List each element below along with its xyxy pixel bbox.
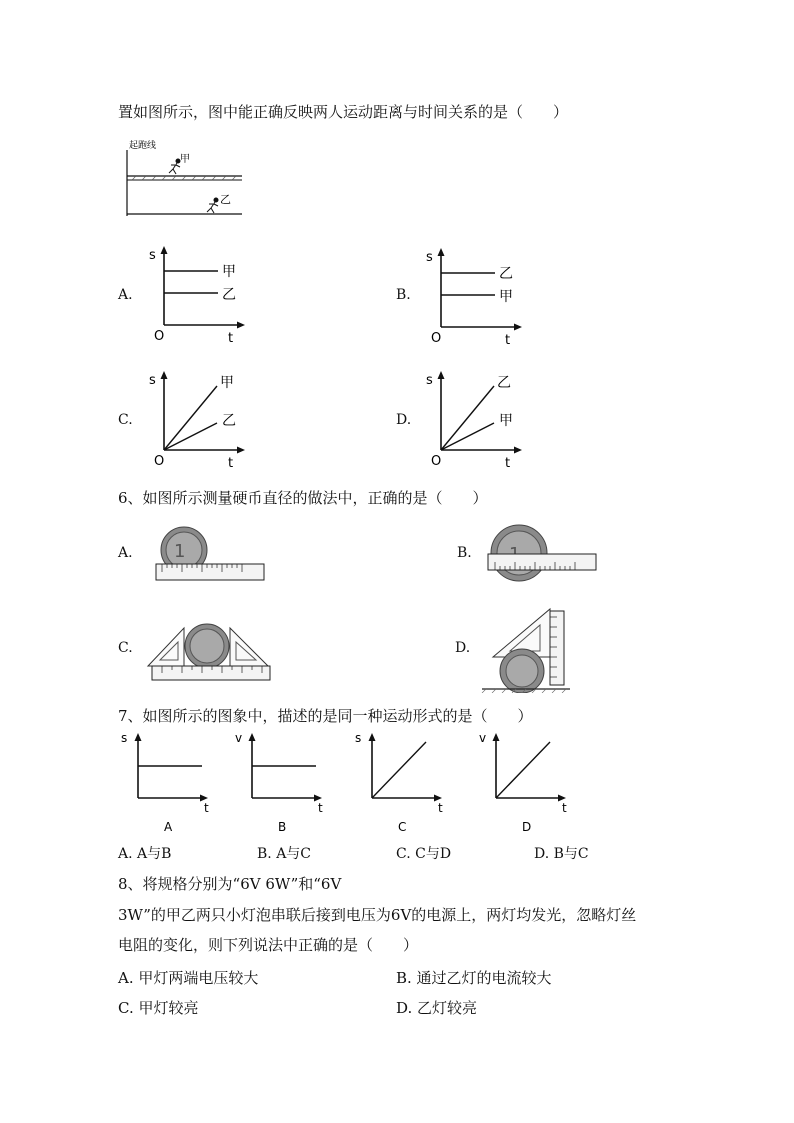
q5-track-diagram	[122, 136, 242, 218]
q6-option-d-label[interactable]: D.	[455, 640, 471, 656]
runner-a-icon	[169, 159, 180, 174]
x-axis-label: t	[438, 801, 443, 815]
series-line-top	[164, 386, 217, 450]
start-line-label: 起跑线	[129, 141, 157, 151]
y-axis-label: s	[149, 373, 156, 388]
q5-option-b-graph	[422, 245, 532, 350]
y-axis-label: s	[426, 250, 433, 265]
y-axis-label: s	[426, 373, 433, 388]
x-axis-arrow	[237, 447, 245, 454]
q8-option-a[interactable]: A. 甲灯两端电压较大	[118, 969, 259, 987]
q6-option-b-figure	[483, 524, 598, 586]
q5-option-c-graph	[145, 368, 255, 473]
y-axis-arrow	[493, 733, 500, 741]
series-label-bottom: 甲	[499, 413, 513, 429]
x-axis-label: t	[505, 333, 511, 348]
q8-option-c[interactable]: C. 甲灯较亮	[118, 999, 199, 1017]
y-axis-label: v	[235, 731, 243, 745]
series-label-top: 乙	[499, 266, 513, 282]
graph-caption: C	[398, 820, 407, 834]
svg-text:1: 1	[174, 541, 186, 562]
q7-stem: 7、如图所示的图象中，描述的是同一种运动形式的是（ ）	[118, 707, 533, 725]
x-axis-label: t	[318, 801, 323, 815]
y-axis-arrow	[369, 733, 376, 741]
q5-option-c-label[interactable]: C.	[118, 412, 133, 428]
q7-answer-a[interactable]: A. A与B	[118, 846, 172, 862]
x-axis-label: t	[228, 331, 234, 346]
x-axis-arrow	[514, 324, 522, 331]
q8-line-1: 8、将规格分别为“6V 6W”和“6V	[118, 875, 342, 893]
y-axis-arrow	[438, 371, 445, 379]
q7-answer-d[interactable]: D. B与C	[534, 846, 589, 862]
q5-option-a-graph	[145, 243, 255, 348]
y-axis-arrow	[438, 248, 445, 256]
runner-b-icon	[207, 198, 218, 213]
q5-option-a-label[interactable]: A.	[118, 287, 133, 303]
series-line-top	[441, 386, 494, 450]
x-axis-arrow	[237, 322, 245, 329]
origin-label: O	[154, 329, 165, 344]
graph-caption: A	[164, 820, 173, 834]
y-axis-label: s	[149, 248, 156, 263]
series-label-bottom: 甲	[499, 289, 513, 305]
y-axis-label: s	[121, 731, 128, 745]
q6-option-b-label[interactable]: B.	[457, 545, 472, 561]
q7-answer-c[interactable]: C. C与D	[396, 846, 452, 862]
y-axis-arrow	[161, 246, 168, 254]
x-axis-label: t	[228, 456, 234, 471]
series-label-top: 甲	[220, 375, 234, 391]
series-line-bottom	[164, 423, 217, 450]
graph-line	[372, 742, 426, 798]
q6-option-d-figure	[478, 605, 573, 693]
runner-b-label: 乙	[220, 193, 231, 206]
runner-a-label: 甲	[180, 154, 190, 165]
x-axis-label: t	[505, 456, 511, 471]
series-label-bottom: 乙	[222, 413, 236, 429]
series-label-top: 乙	[497, 375, 511, 391]
y-axis-arrow	[135, 733, 142, 741]
q8-option-b[interactable]: B. 通过乙灯的电流较大	[396, 969, 552, 987]
graph-line	[496, 742, 550, 798]
series-line-bottom	[441, 423, 494, 450]
q7-answer-b[interactable]: B. A与C	[257, 846, 312, 862]
q7-graph-a	[118, 730, 216, 840]
q8-line-3: 电阻的变化，则下列说法中正确的是（ ）	[118, 936, 419, 954]
q6-stem: 6、如图所示测量硬币直径的做法中，正确的是（ ）	[118, 489, 488, 507]
origin-label: O	[431, 454, 442, 469]
y-axis-arrow	[249, 733, 256, 741]
x-axis-label: t	[204, 801, 209, 815]
q5-stem: 置如图所示，图中能正确反映两人运动距离与时间关系的是（ ）	[118, 103, 569, 121]
graph-caption: B	[278, 820, 287, 834]
q7-graph-c	[352, 730, 450, 840]
q8-option-d[interactable]: D. 乙灯较亮	[396, 999, 478, 1017]
q7-graph-d	[476, 730, 574, 840]
q5-option-b-label[interactable]: B.	[396, 287, 411, 303]
origin-label: O	[431, 331, 442, 346]
x-axis-arrow	[514, 447, 522, 454]
series-label-bottom: 乙	[222, 287, 236, 303]
x-axis-label: t	[562, 801, 567, 815]
q6-option-c-figure	[146, 620, 276, 692]
y-axis-arrow	[161, 371, 168, 379]
q5-option-d-graph	[422, 368, 532, 473]
q6-option-a-label[interactable]: A.	[118, 545, 133, 561]
y-axis-label: v	[479, 731, 487, 745]
graph-caption: D	[522, 820, 532, 834]
series-label-top: 甲	[222, 264, 236, 280]
q6-option-c-label[interactable]: C.	[118, 640, 133, 656]
q5-option-d-label[interactable]: D.	[396, 412, 412, 428]
origin-label: O	[154, 454, 165, 469]
y-axis-label: s	[355, 731, 362, 745]
q8-line-2: 3W”的甲乙两只小灯泡串联后接到电压为6V的电源上，两灯均发光，忽略灯丝	[118, 906, 637, 924]
q7-graph-b	[232, 730, 330, 840]
q6-option-a-figure	[152, 526, 267, 588]
